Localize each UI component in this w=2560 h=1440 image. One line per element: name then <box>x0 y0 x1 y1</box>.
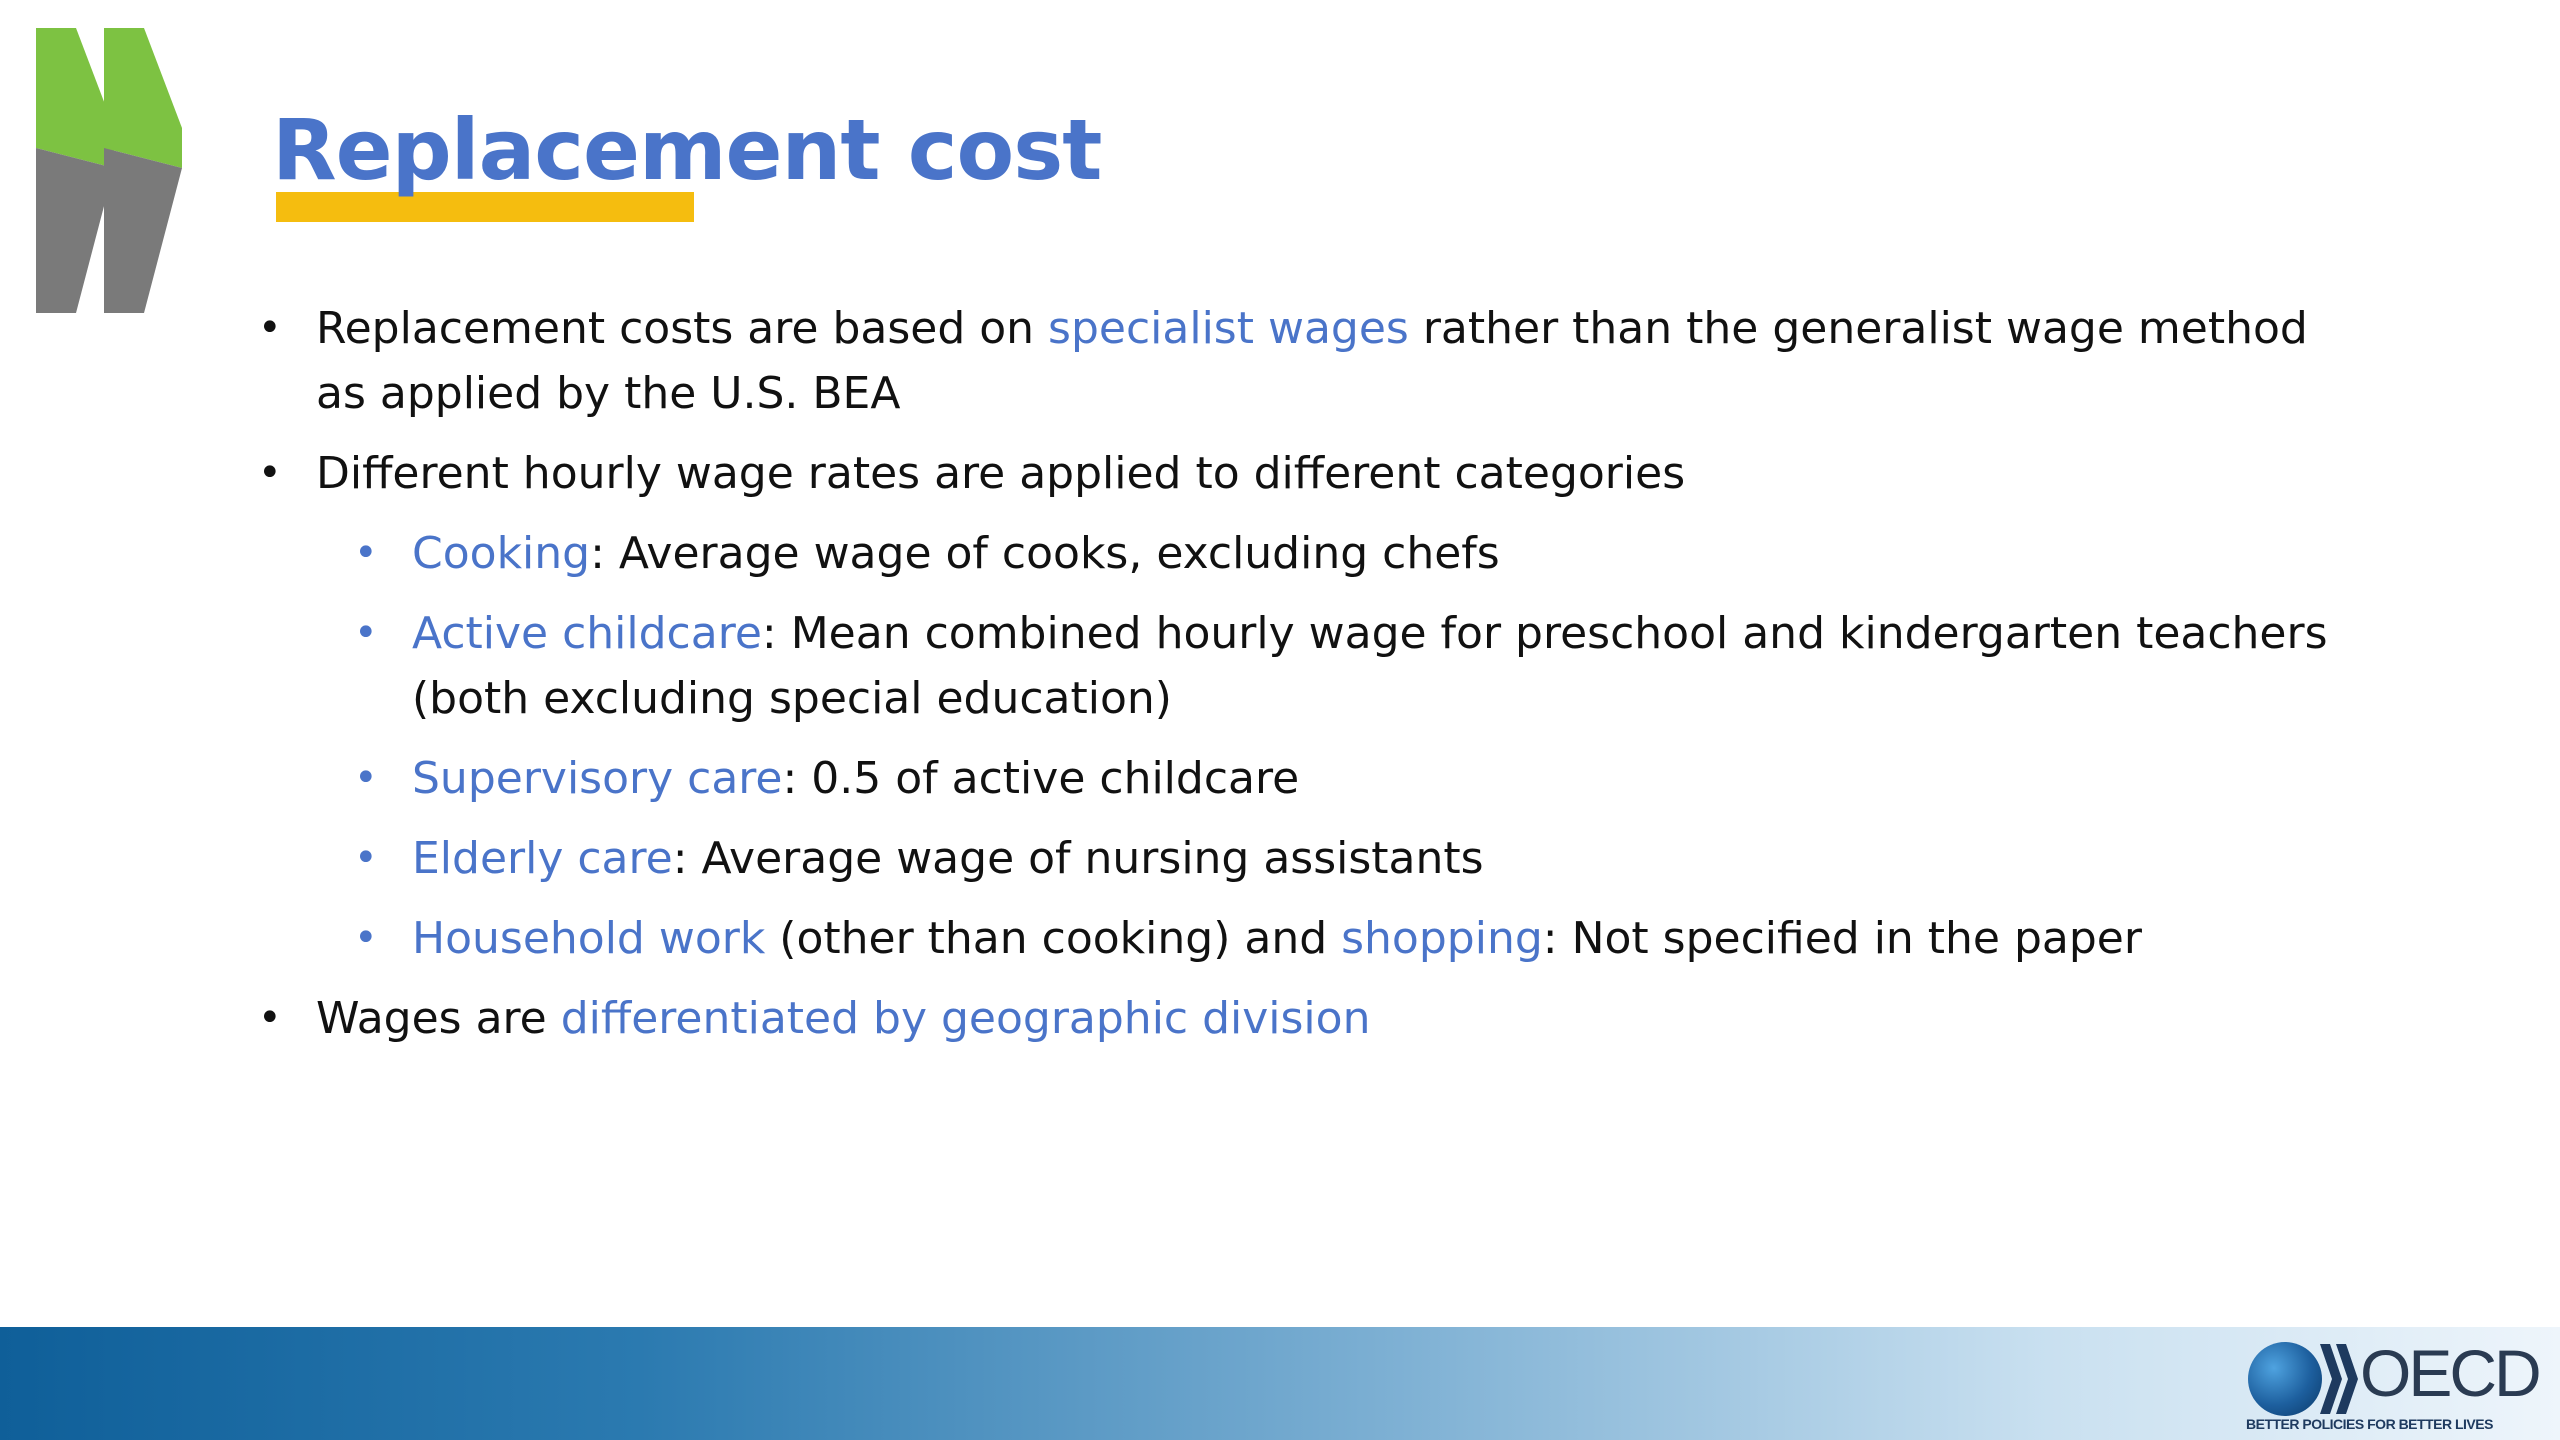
bullet-dot: • <box>258 450 282 496</box>
chevron-icon <box>2320 1344 2360 1414</box>
bullet-dot: • <box>354 915 378 961</box>
bullet-item <box>250 441 2370 506</box>
bullet-item <box>250 296 2370 426</box>
sub-bullet-item <box>346 521 2370 586</box>
footer-band <box>0 1327 2560 1440</box>
bullet-dot: • <box>354 530 378 576</box>
sub-bullet-highlight: Elderly care <box>412 833 673 884</box>
sub-bullet-text: : Average wage of cooks, excluding chefs <box>590 528 1500 579</box>
bullet-item <box>250 986 2370 1051</box>
bullet-list <box>250 296 2370 1066</box>
sub-bullet-item <box>346 906 2370 971</box>
sub-bullet-highlight: Household work <box>412 913 766 964</box>
sub-bullet-text: (other than cooking) and <box>765 913 1342 964</box>
bullet-dot: • <box>354 755 378 801</box>
sub-bullet-highlight: Cooking <box>412 528 591 579</box>
bullet-dot: • <box>258 305 282 351</box>
sub-bullet-item <box>346 746 2370 811</box>
oecd-tagline: BETTER POLICIES FOR BETTER LIVES <box>2246 1416 2493 1432</box>
bullet-text: Different hourly wage rates are applied to different categories <box>316 448 1686 499</box>
sub-bullet-highlight: Supervisory care <box>412 753 783 804</box>
slide-title: Replacement cost <box>272 101 1102 199</box>
bullet-text: rather than the generalist wage method as applied by the U.S. BEA <box>316 303 2308 419</box>
sub-bullet-text: : 0.5 of active childcare <box>782 753 1300 804</box>
sub-bullet-text: : Average wage of nursing assistants <box>672 833 1484 884</box>
oecd-globe-icon <box>2248 1342 2322 1416</box>
bullet-dot: • <box>354 610 378 656</box>
sub-bullet-highlight: shopping <box>1341 913 1543 964</box>
sub-bullet-text: : Mean combined hourly wage for preschool and kindergarten teachers (both excluding special education) <box>412 608 2328 724</box>
sub-bullet-text: : Not specified in the paper <box>1542 913 2142 964</box>
bullet-highlight: differentiated by geographic division <box>560 993 1371 1044</box>
title-block <box>272 100 1101 201</box>
bullet-text: Wages are <box>316 993 561 1044</box>
bullet-highlight: specialist wages <box>1048 303 1409 354</box>
bullet-dot: • <box>354 835 378 881</box>
sub-bullet-item <box>346 601 2370 731</box>
bullet-text: Replacement costs are based on <box>316 303 1049 354</box>
oecd-logo <box>2242 1330 2542 1438</box>
oecd-chevron-icon <box>36 28 186 313</box>
bullet-dot: • <box>258 995 282 1041</box>
sub-bullet-highlight: Active childcare <box>412 608 762 659</box>
oecd-wordmark: OECD <box>2360 1336 2539 1410</box>
sub-bullet-item <box>346 826 2370 891</box>
